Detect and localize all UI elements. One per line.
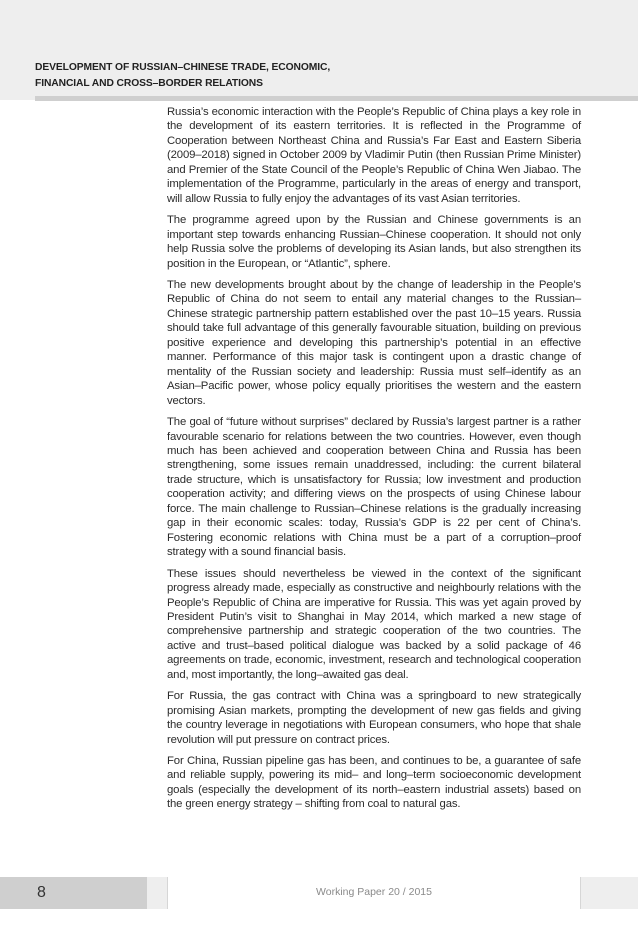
page-number: 8 — [0, 877, 147, 909]
running-header — [35, 60, 435, 92]
footer-publication-title: Working Paper 20 / 2015 — [167, 877, 581, 909]
header-rule — [35, 96, 638, 101]
paragraph: For China, Russian pipeline gas has been, and continues to be, a guarantee of safe and reliable supply, powering its mid– and long–term socioeconomic development goals (especially the development of its north–eastern industrial assets) based on the green energy strategy – shifting from coal to natural gas. — [167, 755, 581, 811]
paragraph: For Russia, the gas contract with China was a springboard to new strategically promising Asian markets, prompting the development of new gas fields and giving the country leverage in negotiations with European consumers, who hope that shale revolution will put pressure on contract prices. — [167, 690, 581, 746]
paragraph: The goal of “future without surprises” declared by Russia’s largest partner is a rather favourable scenario for relations between the two countries. However, even though much has been achieved and cooperation between China and Russia has been strengthening, some issues remain unaddressed, including: the current bilateral trade structure, which is unsatisfactory for Russia; low investment and production cooperation activity; and differing views on the prospects of using Chinese labour force. The main challenge to Russian–Chinese relations is the gradually increasing gap in their economic scales: today, Russia’s GDP is 22 per cent of China’s. Fostering economic relations with China must be a part of a corruption–proof strategy with a sound financial basis. — [167, 416, 581, 559]
body-text — [167, 105, 581, 819]
paragraph: The new developments brought about by the change of leadership in the People’s Republic of China do not seem to entail any material changes to the Russian–Chinese strategic partnership pattern established over the past 10–15 years. Russia should take full advantage of this generally favourable situation, building on previous positive experience and developing this partnership’s potential in an effective manner. Performance of this major task is contingent upon a drastic change of mentality of the Russian society and leadership: Russia must self–identify as an Asian–Pacific power, whose policy equally prioritises the western and the eastern vectors. — [167, 278, 581, 407]
running-header-line-2: FINANCIAL AND CROSS–BORDER RELATIONS — [35, 78, 263, 89]
running-header-line-1: DEVELOPMENT OF RUSSIAN–CHINESE TRADE, ECONOMIC, — [35, 62, 331, 73]
paragraph: Russia’s economic interaction with the People’s Republic of China plays a key role in the development of its eastern territories. It is reflected in the Programme of Cooperation between Northeast China and Russia’s Far East and Eastern Siberia (2009–2018) signed in October 2009 by Vladimir Putin (then Russian Prime Minister) and Premier of the State Council of the People’s Republic of China Wen Jiabao. The implementation of the Programme, particularly in the areas of energy and transport, will allow Russia to fully enjoy the advantages of its vast Asian territories. — [167, 106, 581, 205]
paragraph: The programme agreed upon by the Russian and Chinese governments is an important step towards enhancing Russian–Chinese cooperation. It should not only help Russia solve the problems of developing its Asian lands, but also strengthen its position in the European, or “Atlantic”, sphere. — [167, 214, 581, 270]
paragraph: These issues should nevertheless be viewed in the context of the significant progress already made, especially as constructive and neighbourly relations with the People’s Republic of China are imperative for Russia. This was yet again proved by President Putin’s visit to Shanghai in May 2014, which marked a new stage of comprehensive partnership and strategic cooperation of the two countries. The active and trust–based political dialogue was backed by a solid package of 46 agreements on trade, economic, investment, research and technological cooperation and, most importantly, the long–awaited gas deal. — [167, 567, 581, 681]
